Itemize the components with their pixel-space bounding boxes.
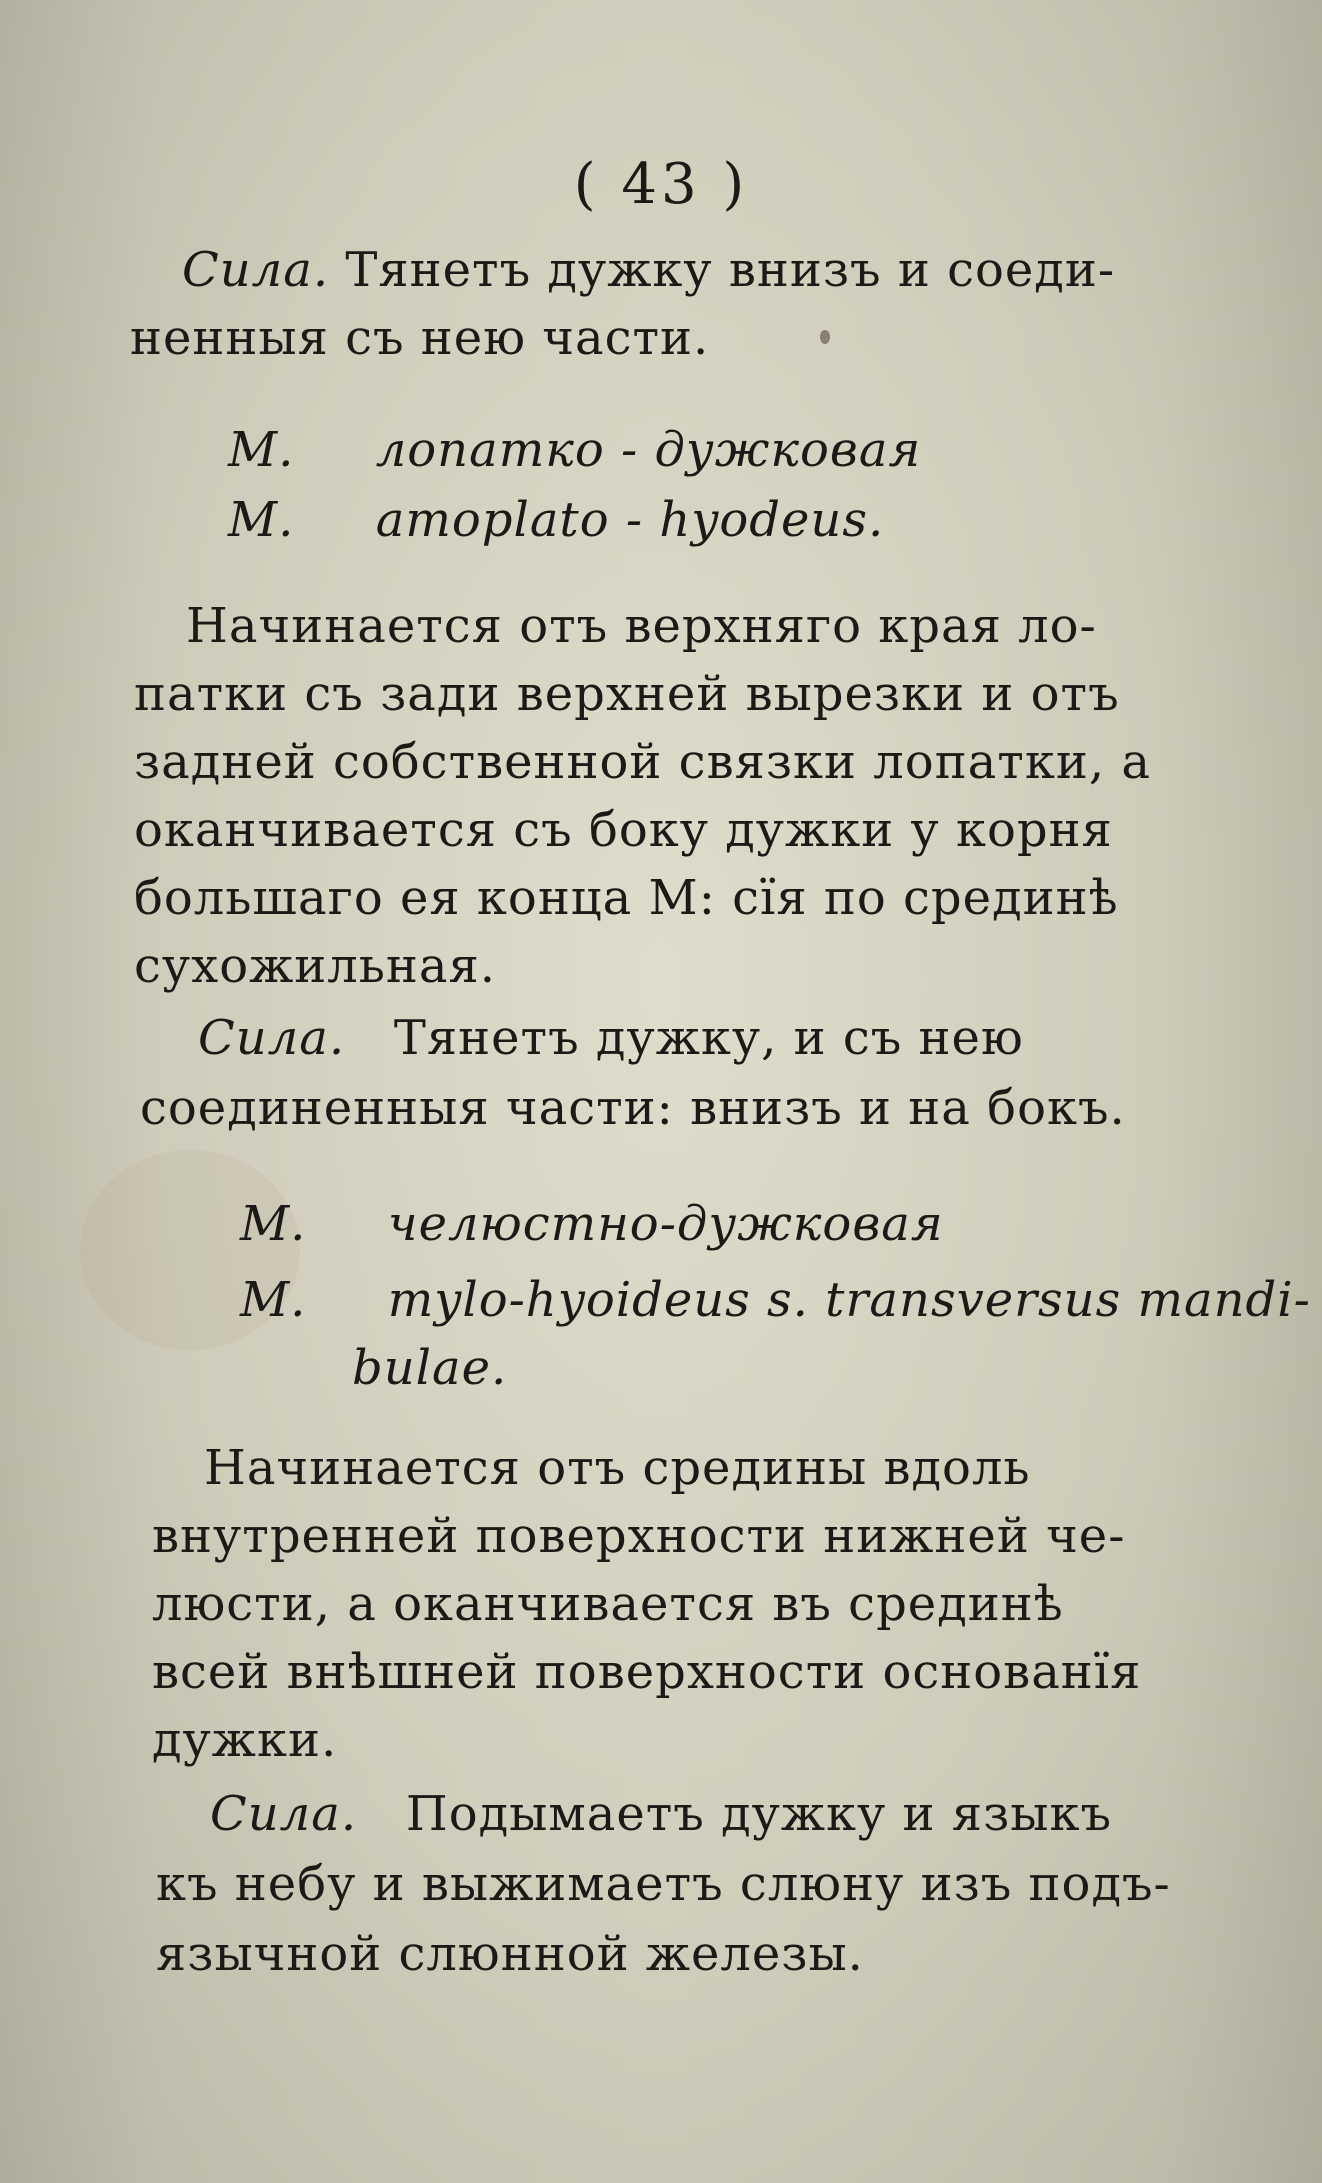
text-span: Подымаетъ дужку и языкъ [405,1786,1112,1842]
muscle-name-la-cont: bulae. [352,1340,508,1396]
text-line: Начинается отъ верхняго края ло- [186,598,1097,654]
muscle-term: лопатко - дужковая [375,422,922,478]
text-line: задней собственной связки лопатки, а [134,734,1151,790]
muscle-term: mylo-hyoideus s. transversus mandi- [387,1272,1311,1328]
muscle-abbrev: М. [228,492,295,548]
text-line: всей внѣшней поверхности основанїя [152,1644,1142,1700]
paper-stain [820,330,830,344]
text-line: сухожильная. [134,938,497,994]
sila-label: Сила. [198,1010,346,1066]
text-line [210,1786,1112,1842]
text-line: соединенныя части: внизъ и на бокъ. [140,1080,1126,1136]
text-line: оканчивается съ боку дужки у корня [134,802,1113,858]
text-line [182,242,1115,298]
text-line: Начинается отъ средины вдоль [204,1440,1031,1496]
muscle-name-la [240,1272,1311,1328]
muscle-name-ru [228,422,921,478]
text-line: ненныя съ нею части. [130,310,710,366]
text-line: дужки. [152,1712,338,1768]
text-line: большаго ея конца М: сїя по срединѣ [134,870,1119,926]
text-line: язычной слюнной железы. [156,1926,864,1982]
text-span: Тянетъ дужку внизъ и соеди- [345,242,1116,298]
page-number: ( 43 ) [573,152,749,217]
sila-label: Сила. [210,1786,358,1842]
muscle-abbrev: М. [240,1196,307,1252]
muscle-abbrev: М. [240,1272,307,1328]
text-line [198,1010,1024,1066]
text-line: люсти, а оканчивается въ срединѣ [152,1576,1064,1632]
muscle-name-ru [240,1196,944,1252]
muscle-abbrev: М. [228,422,295,478]
muscle-term: amoplato - hyodeus. [375,492,885,548]
text-span: Тянетъ дужку, и съ нею [393,1010,1024,1066]
text-line: къ небу и выжимаетъ слюну изъ подъ- [156,1856,1171,1912]
muscle-term: челюстно-дужковая [387,1196,944,1252]
muscle-name-la [228,492,884,548]
text-line: патки съ зади верхней вырезки и отъ [134,666,1120,722]
text-line: внутренней поверхности нижней че- [152,1508,1126,1564]
sila-label: Сила. [182,242,330,298]
